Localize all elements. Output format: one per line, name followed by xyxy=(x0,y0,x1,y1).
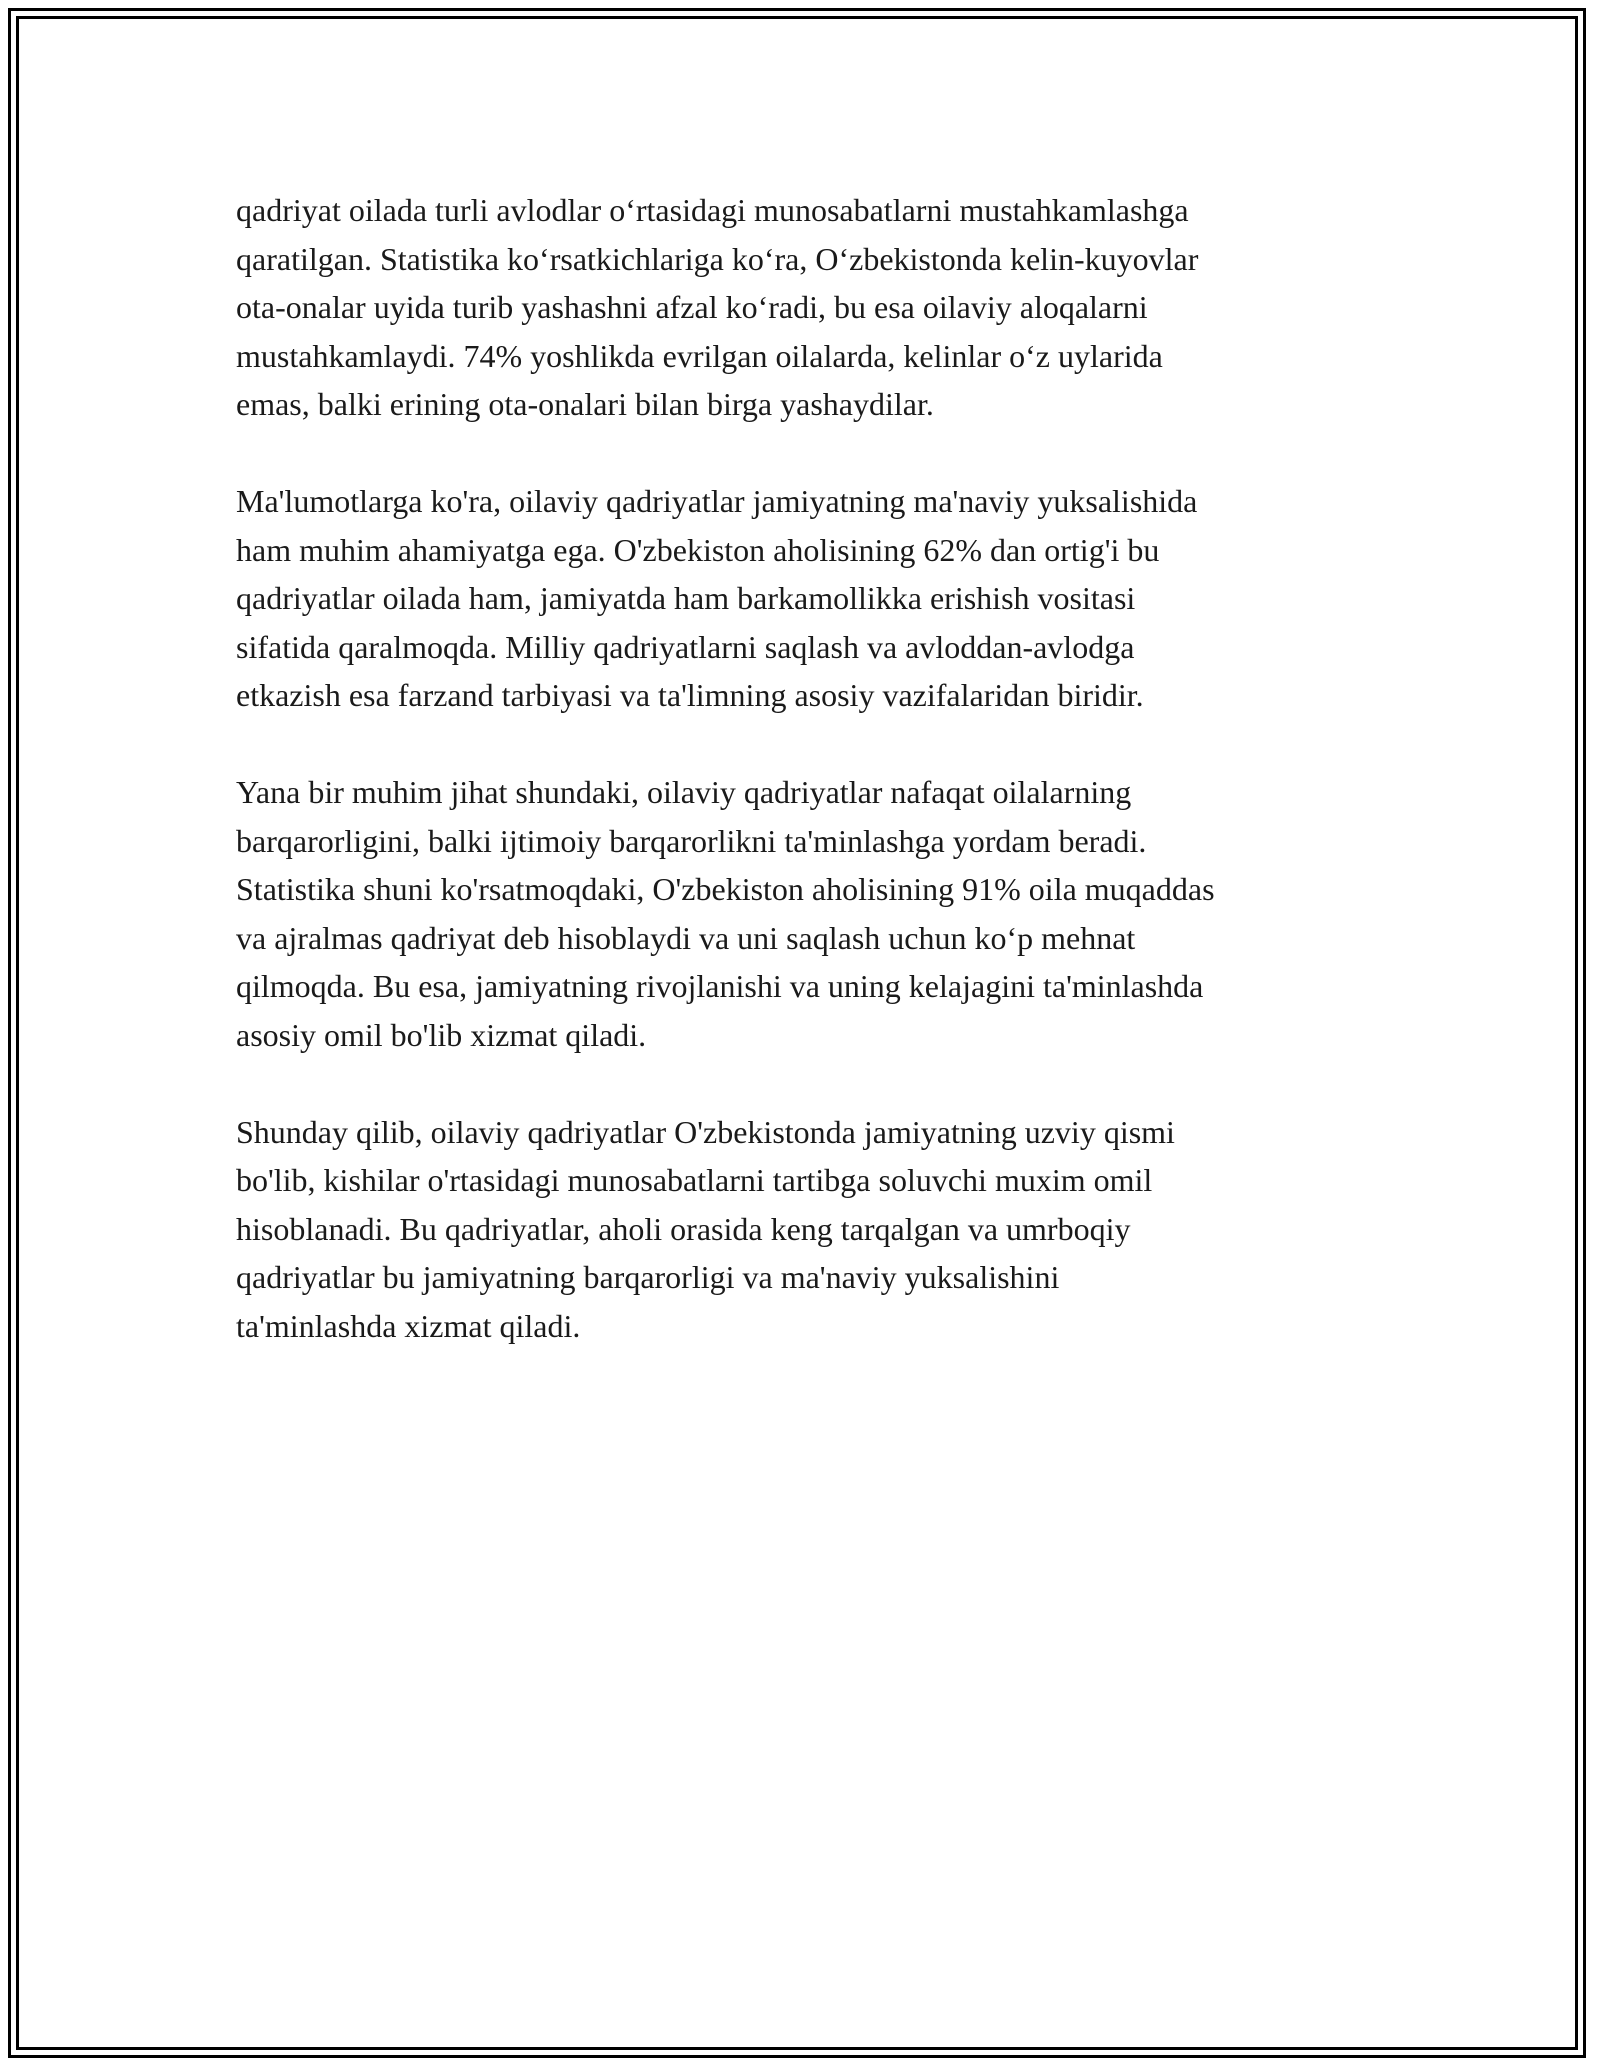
paragraph-4: Shunday qilib, oilaviy qadriyatlar O'zbekistonda jamiyatning uzviy qismi bo'lib, kishilar o'rtasidagi munosabatlarni tartibga soluvchi muxim omil hisoblanadi. Bu qadriyatlar, aholi orasida keng tarqalgan va umrboqiy qadriyatlar bu jamiyatning barqarorligi va ma'naviy yuksalishini ta'minlashda xizmat qiladi. xyxy=(236,1113,1175,1344)
document-body xyxy=(236,186,1366,1399)
paragraph-3: Yana bir muhim jihat shundaki, oilaviy qadriyatlar nafaqat oilalarning barqarorligini, balki ijtimoiy barqarorlikni ta'minlashga yordam beradi. Statistika shuni ko'rsatmoqdaki, O'zbekiston aholisining 91% oila muqaddas va ajralmas qadriyat deb hisoblaydi va uni saqlash uchun ko‘p mehnat qilmoqda. Bu esa, jamiyatning rivojlanishi va uning kelajagini ta'minlashda asosiy omil bo'lib xizmat qiladi. xyxy=(236,774,1215,1053)
paragraph-2: Ma'lumotlarga ko'ra, oilaviy qadriyatlar jamiyatning ma'naviy yuksalishida ham muhim ahamiyatga ega. O'zbekiston aholisining 62% dan ortig'i bu qadriyatlar oilada ham, jamiyatda ham barkamollikka erishish vositasi sifatida qaralmoqda. Milliy qadriyatlarni saqlash va avloddan-avlodga etkazish esa farzand tarbiyasi va ta'limning asosiy vazifalaridan biridir. xyxy=(236,483,1198,713)
paragraph-1: qadriyat oilada turli avlodlar o‘rtasidagi munosabatlarni mustahkamlashga qaratilgan. Statistika ko‘rsatkichlariga ko‘ra, O‘zbekistonda kelin-kuyovlar ota-onalar uyida turib yashashni afzal ko‘radi, bu esa oilaviy aloqalarni mustahkamlaydi. 74% yoshlikda evrilgan oilalarda, kelinlar o‘z uylarida emas, balki erining ota-onalari bilan birga yashaydilar. xyxy=(236,192,1199,422)
